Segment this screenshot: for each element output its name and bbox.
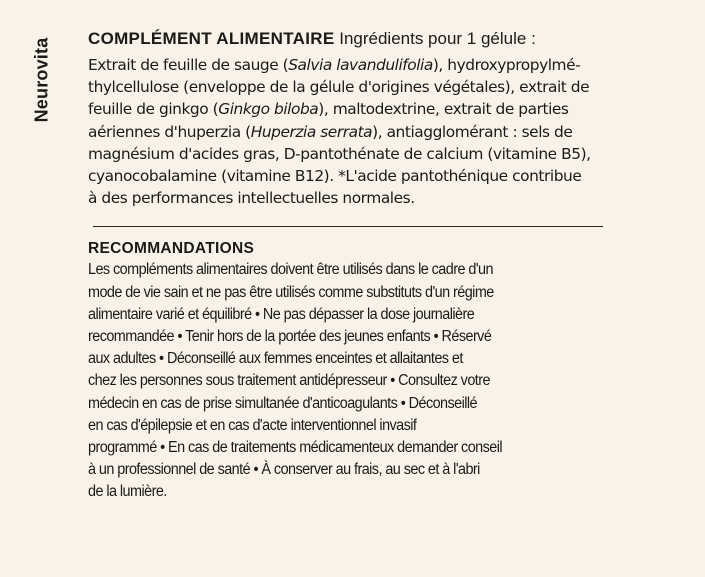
recommendations-line: Les compléments alimentaires doivent être utilisés dans le cadre d'un xyxy=(88,261,493,279)
recommendations-line: mode de vie sain et ne pas être utilisés comme substituts d'un régime xyxy=(88,283,494,301)
recommendations-line: aux adultes • Déconseillé aux femmes enceintes et allaitantes et xyxy=(88,350,463,368)
recommendations-line: médecin en cas de prise simultanée d'anticoagulants • Déconseillé xyxy=(88,394,478,412)
ingredients-heading xyxy=(88,28,608,50)
ingredients-text xyxy=(88,54,613,209)
ingredients-line: Extrait de feuille de sauge (Salvia lavandulifolia), hydroxypropylmé- xyxy=(88,56,581,74)
section-divider xyxy=(93,226,603,227)
recommendations-title: RECOMMANDATIONS xyxy=(88,240,255,258)
ingredients-line: magnésium d'acides gras, D-pantothénate de calcium (vitamine B5), xyxy=(88,144,591,163)
ingredients-line: cyanocobalamine (vitamine B12). *L'acide pantothénique contribue xyxy=(88,167,582,186)
ingredients-label: COMPLÉMENT ALIMENTAIRE xyxy=(88,29,335,48)
label-content xyxy=(88,28,608,504)
recommendations-line: alimentaire varié et équilibré • Ne pas dépasser la dose journalière xyxy=(88,305,475,323)
recommendations-text xyxy=(88,259,609,503)
recommendations-line: à un professionnel de santé • À conserver au frais, au sec et à l'abri xyxy=(88,461,480,479)
ingredients-line: feuille de ginkgo (Ginkgo biloba), maltodextrine, extrait de parties xyxy=(88,100,569,119)
recommendations-line: en cas d'épilepsie et en cas d'acte interventionnel invasif xyxy=(88,416,417,434)
ingredients-line: thylcellulose (enveloppe de la gélule d'origines végétales), extrait de xyxy=(88,78,590,97)
ingredients-intro: Ingrédients pour 1 gélule : xyxy=(339,29,536,48)
recommendations-line: chez les personnes sous traitement antidépresseur • Consultez votre xyxy=(88,372,490,390)
brand-label: Neurovita xyxy=(31,37,52,123)
recommendations-line: recommandée • Tenir hors de la portée des jeunes enfants • Réservé xyxy=(88,328,492,346)
recommendations-line: de la lumière. xyxy=(88,483,167,501)
brand-name xyxy=(28,30,56,130)
ingredients-line: à des performances intellectuelles normales. xyxy=(88,189,415,208)
ingredients-line: aériennes d'huperzia (Huperzia serrata), antiagglomérant : sels de xyxy=(88,122,573,141)
recommendations-line: programmé • En cas de traitements médicamenteux demander conseil xyxy=(88,439,503,457)
